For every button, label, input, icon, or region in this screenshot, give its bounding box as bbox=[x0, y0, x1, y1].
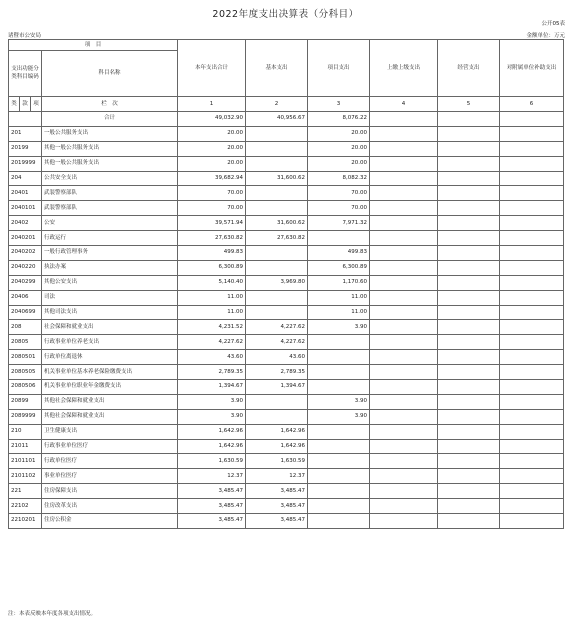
col-number: 2 bbox=[246, 97, 308, 112]
basic-amount bbox=[246, 201, 308, 216]
project-amount: 70.00 bbox=[308, 201, 370, 216]
subject-name: 行政单位医疗 bbox=[42, 454, 178, 469]
upper-amount bbox=[370, 484, 438, 499]
subsidy-amount bbox=[500, 365, 564, 380]
table-row bbox=[9, 126, 564, 141]
subject-name: 一般行政管理事务 bbox=[42, 246, 178, 261]
total-amount: 1,394.67 bbox=[178, 380, 246, 395]
lanci-label: 栏 次 bbox=[42, 97, 178, 112]
table-row bbox=[9, 305, 564, 320]
project-amount: 11.00 bbox=[308, 305, 370, 320]
subject-name: 机关事业单位职业年金缴费支出 bbox=[42, 380, 178, 395]
subject-name: 住房保障支出 bbox=[42, 484, 178, 499]
subject-code: 20401 bbox=[9, 186, 42, 201]
total-amount: 70.00 bbox=[178, 186, 246, 201]
subject-code: 2040299 bbox=[9, 275, 42, 290]
col-number: 3 bbox=[308, 97, 370, 112]
business-amount bbox=[438, 171, 500, 186]
form-number: 公开05表 bbox=[541, 21, 565, 27]
table-row bbox=[9, 514, 564, 529]
basic-amount bbox=[246, 126, 308, 141]
subsidy-amount bbox=[500, 186, 564, 201]
basic-amount: 3,485.47 bbox=[246, 499, 308, 514]
upper-amount bbox=[370, 260, 438, 275]
total-amount: 6,300.89 bbox=[178, 260, 246, 275]
project-amount: 7,971.32 bbox=[308, 216, 370, 231]
business-amount bbox=[438, 439, 500, 454]
subject-name: 行政事业单位医疗 bbox=[42, 439, 178, 454]
subject-code: 22102 bbox=[9, 499, 42, 514]
business-amount bbox=[438, 305, 500, 320]
subsidy-amount bbox=[500, 260, 564, 275]
subsidy-amount bbox=[500, 141, 564, 156]
basic-amount: 1,642.96 bbox=[246, 424, 308, 439]
subject-name: 卫生健康支出 bbox=[42, 424, 178, 439]
basic-amount: 3,485.47 bbox=[246, 484, 308, 499]
business-amount bbox=[438, 156, 500, 171]
col-number: 6 bbox=[500, 97, 564, 112]
basic-amount: 43.60 bbox=[246, 350, 308, 365]
table-row bbox=[9, 424, 564, 439]
project-amount: 6,300.89 bbox=[308, 260, 370, 275]
basic-amount: 31,600.62 bbox=[246, 171, 308, 186]
col-number: 4 bbox=[370, 97, 438, 112]
total-amount: 49,032.90 bbox=[178, 112, 246, 127]
total-row bbox=[9, 112, 564, 127]
subsidy-header: 对附属单位补助支出 bbox=[500, 40, 564, 97]
subsidy-amount bbox=[500, 305, 564, 320]
project-amount bbox=[308, 454, 370, 469]
project-amount: 1,170.60 bbox=[308, 275, 370, 290]
upper-amount bbox=[370, 409, 438, 424]
subject-name: 其他一般公共服务支出 bbox=[42, 141, 178, 156]
footnote: 注：本表反映本年度各项支出情况。 bbox=[8, 611, 97, 617]
business-amount bbox=[438, 424, 500, 439]
upper-amount bbox=[370, 439, 438, 454]
business-amount bbox=[438, 394, 500, 409]
upper-amount bbox=[370, 290, 438, 305]
subject-code: 204 bbox=[9, 171, 42, 186]
subsidy-amount bbox=[500, 439, 564, 454]
table-row bbox=[9, 186, 564, 201]
upper-amount bbox=[370, 380, 438, 395]
basic-amount bbox=[246, 156, 308, 171]
project-amount bbox=[308, 424, 370, 439]
total-amount: 70.00 bbox=[178, 201, 246, 216]
subject-name: 住房改革支出 bbox=[42, 499, 178, 514]
upper-amount bbox=[370, 171, 438, 186]
subsidy-amount bbox=[500, 171, 564, 186]
total-amount: 2,789.35 bbox=[178, 365, 246, 380]
subsidy-amount bbox=[500, 499, 564, 514]
project-amount bbox=[308, 335, 370, 350]
total-amount: 39,682.94 bbox=[178, 171, 246, 186]
total-amount: 3,485.47 bbox=[178, 484, 246, 499]
upper-amount bbox=[370, 275, 438, 290]
project-amount bbox=[308, 365, 370, 380]
subject-code: 2040101 bbox=[9, 201, 42, 216]
upper-amount bbox=[370, 469, 438, 484]
total-amount: 4,227.62 bbox=[178, 335, 246, 350]
upper-amount bbox=[370, 141, 438, 156]
subsidy-amount bbox=[500, 454, 564, 469]
subsidy-amount bbox=[500, 126, 564, 141]
subject-name: 住房公积金 bbox=[42, 514, 178, 529]
subject-name: 其他一般公共服务支出 bbox=[42, 156, 178, 171]
subject-name: 武装警察部队 bbox=[42, 201, 178, 216]
subject-name: 其他公安支出 bbox=[42, 275, 178, 290]
subsidy-amount bbox=[500, 156, 564, 171]
project-amount bbox=[308, 499, 370, 514]
business-amount bbox=[438, 246, 500, 261]
basic-amount: 12.37 bbox=[246, 469, 308, 484]
col-number: 1 bbox=[178, 97, 246, 112]
basic-amount bbox=[246, 409, 308, 424]
subsidy-amount bbox=[500, 335, 564, 350]
basic-amount bbox=[246, 141, 308, 156]
project-amount: 3.90 bbox=[308, 394, 370, 409]
upper-amount bbox=[370, 216, 438, 231]
upper-amount bbox=[370, 320, 438, 335]
subsidy-amount bbox=[500, 409, 564, 424]
table-row bbox=[9, 156, 564, 171]
subject-name: 其他司法支出 bbox=[42, 305, 178, 320]
total-amount: 39,571.94 bbox=[178, 216, 246, 231]
project-amount: 8,082.32 bbox=[308, 171, 370, 186]
organization-name: 诸暨市公安局 bbox=[8, 33, 42, 39]
business-header: 经营支出 bbox=[438, 40, 500, 97]
total-amount: 20.00 bbox=[178, 156, 246, 171]
business-amount bbox=[438, 514, 500, 529]
project-amount bbox=[308, 350, 370, 365]
upper-amount bbox=[370, 424, 438, 439]
table-row bbox=[9, 484, 564, 499]
project-amount: 20.00 bbox=[308, 156, 370, 171]
table-row bbox=[9, 439, 564, 454]
total-amount: 3.90 bbox=[178, 409, 246, 424]
basic-amount: 1,630.59 bbox=[246, 454, 308, 469]
table-row bbox=[9, 171, 564, 186]
basic-amount: 1,642.96 bbox=[246, 439, 308, 454]
total-basic: 40,956.67 bbox=[246, 112, 308, 127]
col-number: 5 bbox=[438, 97, 500, 112]
upper-amount bbox=[370, 305, 438, 320]
subsidy-amount bbox=[500, 380, 564, 395]
project-amount: 20.00 bbox=[308, 141, 370, 156]
upper-amount bbox=[370, 156, 438, 171]
upper-amount bbox=[370, 365, 438, 380]
subsidy-amount bbox=[500, 290, 564, 305]
business-amount bbox=[438, 216, 500, 231]
subsidy-amount bbox=[500, 231, 564, 246]
subject-code: 2040201 bbox=[9, 231, 42, 246]
basic-amount bbox=[246, 305, 308, 320]
business-amount bbox=[438, 275, 500, 290]
basic-amount bbox=[246, 290, 308, 305]
table-row bbox=[9, 469, 564, 484]
kuan-header: 款 bbox=[20, 97, 31, 112]
total-amount: 5,140.40 bbox=[178, 275, 246, 290]
upper-header: 上缴上级支出 bbox=[370, 40, 438, 97]
subject-code: 210 bbox=[9, 424, 42, 439]
subsidy-amount bbox=[500, 514, 564, 529]
upper-amount bbox=[370, 350, 438, 365]
basic-amount: 4,227.62 bbox=[246, 335, 308, 350]
business-amount bbox=[438, 499, 500, 514]
upper-amount bbox=[370, 335, 438, 350]
table-row bbox=[9, 499, 564, 514]
total-amount: 12.37 bbox=[178, 469, 246, 484]
subject-code: 2040220 bbox=[9, 260, 42, 275]
table-row bbox=[9, 380, 564, 395]
upper-amount bbox=[370, 454, 438, 469]
basic-amount: 3,485.47 bbox=[246, 514, 308, 529]
subsidy-amount bbox=[500, 201, 564, 216]
basic-amount bbox=[246, 260, 308, 275]
table-row bbox=[9, 216, 564, 231]
subject-code: 2101101 bbox=[9, 454, 42, 469]
table-row bbox=[9, 409, 564, 424]
table-row bbox=[9, 246, 564, 261]
upper-amount bbox=[370, 126, 438, 141]
subject-name-header: 科目名称 bbox=[42, 51, 178, 97]
project-amount bbox=[308, 380, 370, 395]
total-amount: 1,630.59 bbox=[178, 454, 246, 469]
subject-name: 事业单位医疗 bbox=[42, 469, 178, 484]
project-amount: 70.00 bbox=[308, 186, 370, 201]
subject-code: 20899 bbox=[9, 394, 42, 409]
subject-code: 2019999 bbox=[9, 156, 42, 171]
subject-name: 执法办案 bbox=[42, 260, 178, 275]
business-amount bbox=[438, 365, 500, 380]
business-amount bbox=[438, 469, 500, 484]
basic-amount bbox=[246, 394, 308, 409]
table-row bbox=[9, 335, 564, 350]
subject-name: 其他社会保障和就业支出 bbox=[42, 394, 178, 409]
upper-amount bbox=[370, 499, 438, 514]
basic-amount: 4,227.62 bbox=[246, 320, 308, 335]
expenditure-table bbox=[8, 39, 564, 529]
business-amount bbox=[438, 231, 500, 246]
subject-code: 21011 bbox=[9, 439, 42, 454]
total-amount: 499.83 bbox=[178, 246, 246, 261]
func-code-header: 支出功能分类科目编码 bbox=[9, 51, 42, 97]
basic-amount: 1,394.67 bbox=[246, 380, 308, 395]
business-amount bbox=[438, 454, 500, 469]
subject-name: 机关事业单位基本养老保险缴费支出 bbox=[42, 365, 178, 380]
total-amount: 1,642.96 bbox=[178, 424, 246, 439]
project-amount: 499.83 bbox=[308, 246, 370, 261]
subject-code: 2040699 bbox=[9, 305, 42, 320]
table-row bbox=[9, 141, 564, 156]
subject-code: 20402 bbox=[9, 216, 42, 231]
subject-code: 20406 bbox=[9, 290, 42, 305]
subsidy-amount bbox=[500, 394, 564, 409]
total-label: 合计 bbox=[42, 112, 178, 127]
table-row bbox=[9, 290, 564, 305]
business-amount bbox=[438, 141, 500, 156]
subject-code: 2101102 bbox=[9, 469, 42, 484]
subject-name: 行政事业单位养老支出 bbox=[42, 335, 178, 350]
subject-name: 行政运行 bbox=[42, 231, 178, 246]
basic-header: 基本支出 bbox=[246, 40, 308, 97]
total-amount: 43.60 bbox=[178, 350, 246, 365]
basic-amount bbox=[246, 186, 308, 201]
total-amount: 3,485.47 bbox=[178, 514, 246, 529]
project-amount bbox=[308, 439, 370, 454]
subsidy-amount bbox=[500, 484, 564, 499]
basic-amount: 3,969.80 bbox=[246, 275, 308, 290]
basic-amount bbox=[246, 246, 308, 261]
project-exp-header: 项目支出 bbox=[308, 40, 370, 97]
subject-code: 2040202 bbox=[9, 246, 42, 261]
table-row bbox=[9, 454, 564, 469]
subject-code: 208 bbox=[9, 320, 42, 335]
total-header: 本年支出合计 bbox=[178, 40, 246, 97]
subject-code: 20199 bbox=[9, 141, 42, 156]
total-amount: 11.00 bbox=[178, 305, 246, 320]
table-row bbox=[9, 231, 564, 246]
business-amount bbox=[438, 320, 500, 335]
subject-name: 行政单位离退休 bbox=[42, 350, 178, 365]
subject-code: 221 bbox=[9, 484, 42, 499]
total-amount: 3,485.47 bbox=[178, 499, 246, 514]
table-row bbox=[9, 320, 564, 335]
lei-header: 类 bbox=[9, 97, 20, 112]
subject-name: 公共安全支出 bbox=[42, 171, 178, 186]
table-row bbox=[9, 350, 564, 365]
subsidy-amount bbox=[500, 469, 564, 484]
business-amount bbox=[438, 126, 500, 141]
table-row bbox=[9, 365, 564, 380]
subject-name: 司法 bbox=[42, 290, 178, 305]
total-project: 8,076.22 bbox=[308, 112, 370, 127]
total-amount: 11.00 bbox=[178, 290, 246, 305]
project-amount bbox=[308, 484, 370, 499]
upper-amount bbox=[370, 514, 438, 529]
project-header: 项 目 bbox=[9, 40, 178, 51]
project-amount: 3.90 bbox=[308, 320, 370, 335]
subject-name: 武装警察部队 bbox=[42, 186, 178, 201]
upper-amount bbox=[370, 246, 438, 261]
business-amount bbox=[438, 380, 500, 395]
subsidy-amount bbox=[500, 424, 564, 439]
upper-amount bbox=[370, 231, 438, 246]
total-amount: 3.90 bbox=[178, 394, 246, 409]
subject-code: 2080506 bbox=[9, 380, 42, 395]
business-amount bbox=[438, 201, 500, 216]
business-amount bbox=[438, 335, 500, 350]
business-amount bbox=[438, 350, 500, 365]
subject-code: 2089999 bbox=[9, 409, 42, 424]
table-row bbox=[9, 275, 564, 290]
total-amount: 20.00 bbox=[178, 141, 246, 156]
subject-code: 201 bbox=[9, 126, 42, 141]
upper-amount bbox=[370, 394, 438, 409]
subject-code: 2210201 bbox=[9, 514, 42, 529]
table-row bbox=[9, 394, 564, 409]
subsidy-amount bbox=[500, 275, 564, 290]
subject-code: 20805 bbox=[9, 335, 42, 350]
page-title: 2022年度支出决算表（分科目） bbox=[212, 9, 359, 20]
business-amount bbox=[438, 290, 500, 305]
business-amount bbox=[438, 186, 500, 201]
business-amount bbox=[438, 260, 500, 275]
subject-name: 一般公共服务支出 bbox=[42, 126, 178, 141]
project-amount bbox=[308, 231, 370, 246]
upper-amount bbox=[370, 186, 438, 201]
basic-amount: 31,600.62 bbox=[246, 216, 308, 231]
xiang-header: 项 bbox=[31, 97, 42, 112]
subject-name: 社会保障和就业支出 bbox=[42, 320, 178, 335]
business-amount bbox=[438, 409, 500, 424]
subsidy-amount bbox=[500, 216, 564, 231]
business-amount bbox=[438, 484, 500, 499]
project-amount: 11.00 bbox=[308, 290, 370, 305]
subsidy-amount bbox=[500, 320, 564, 335]
upper-amount bbox=[370, 201, 438, 216]
table-row bbox=[9, 260, 564, 275]
subject-name: 其他社会保障和就业支出 bbox=[42, 409, 178, 424]
project-amount bbox=[308, 469, 370, 484]
basic-amount: 2,789.35 bbox=[246, 365, 308, 380]
total-amount: 4,231.52 bbox=[178, 320, 246, 335]
subsidy-amount bbox=[500, 350, 564, 365]
table-row bbox=[9, 201, 564, 216]
subject-code: 2080505 bbox=[9, 365, 42, 380]
subsidy-amount bbox=[500, 246, 564, 261]
total-amount: 20.00 bbox=[178, 126, 246, 141]
subject-code: 2080501 bbox=[9, 350, 42, 365]
project-amount: 3.90 bbox=[308, 409, 370, 424]
subject-name: 公安 bbox=[42, 216, 178, 231]
total-amount: 1,642.96 bbox=[178, 439, 246, 454]
total-amount: 27,630.82 bbox=[178, 231, 246, 246]
basic-amount: 27,630.82 bbox=[246, 231, 308, 246]
amount-unit: 金额单位：万元 bbox=[526, 33, 565, 39]
project-amount: 20.00 bbox=[308, 126, 370, 141]
project-amount bbox=[308, 514, 370, 529]
